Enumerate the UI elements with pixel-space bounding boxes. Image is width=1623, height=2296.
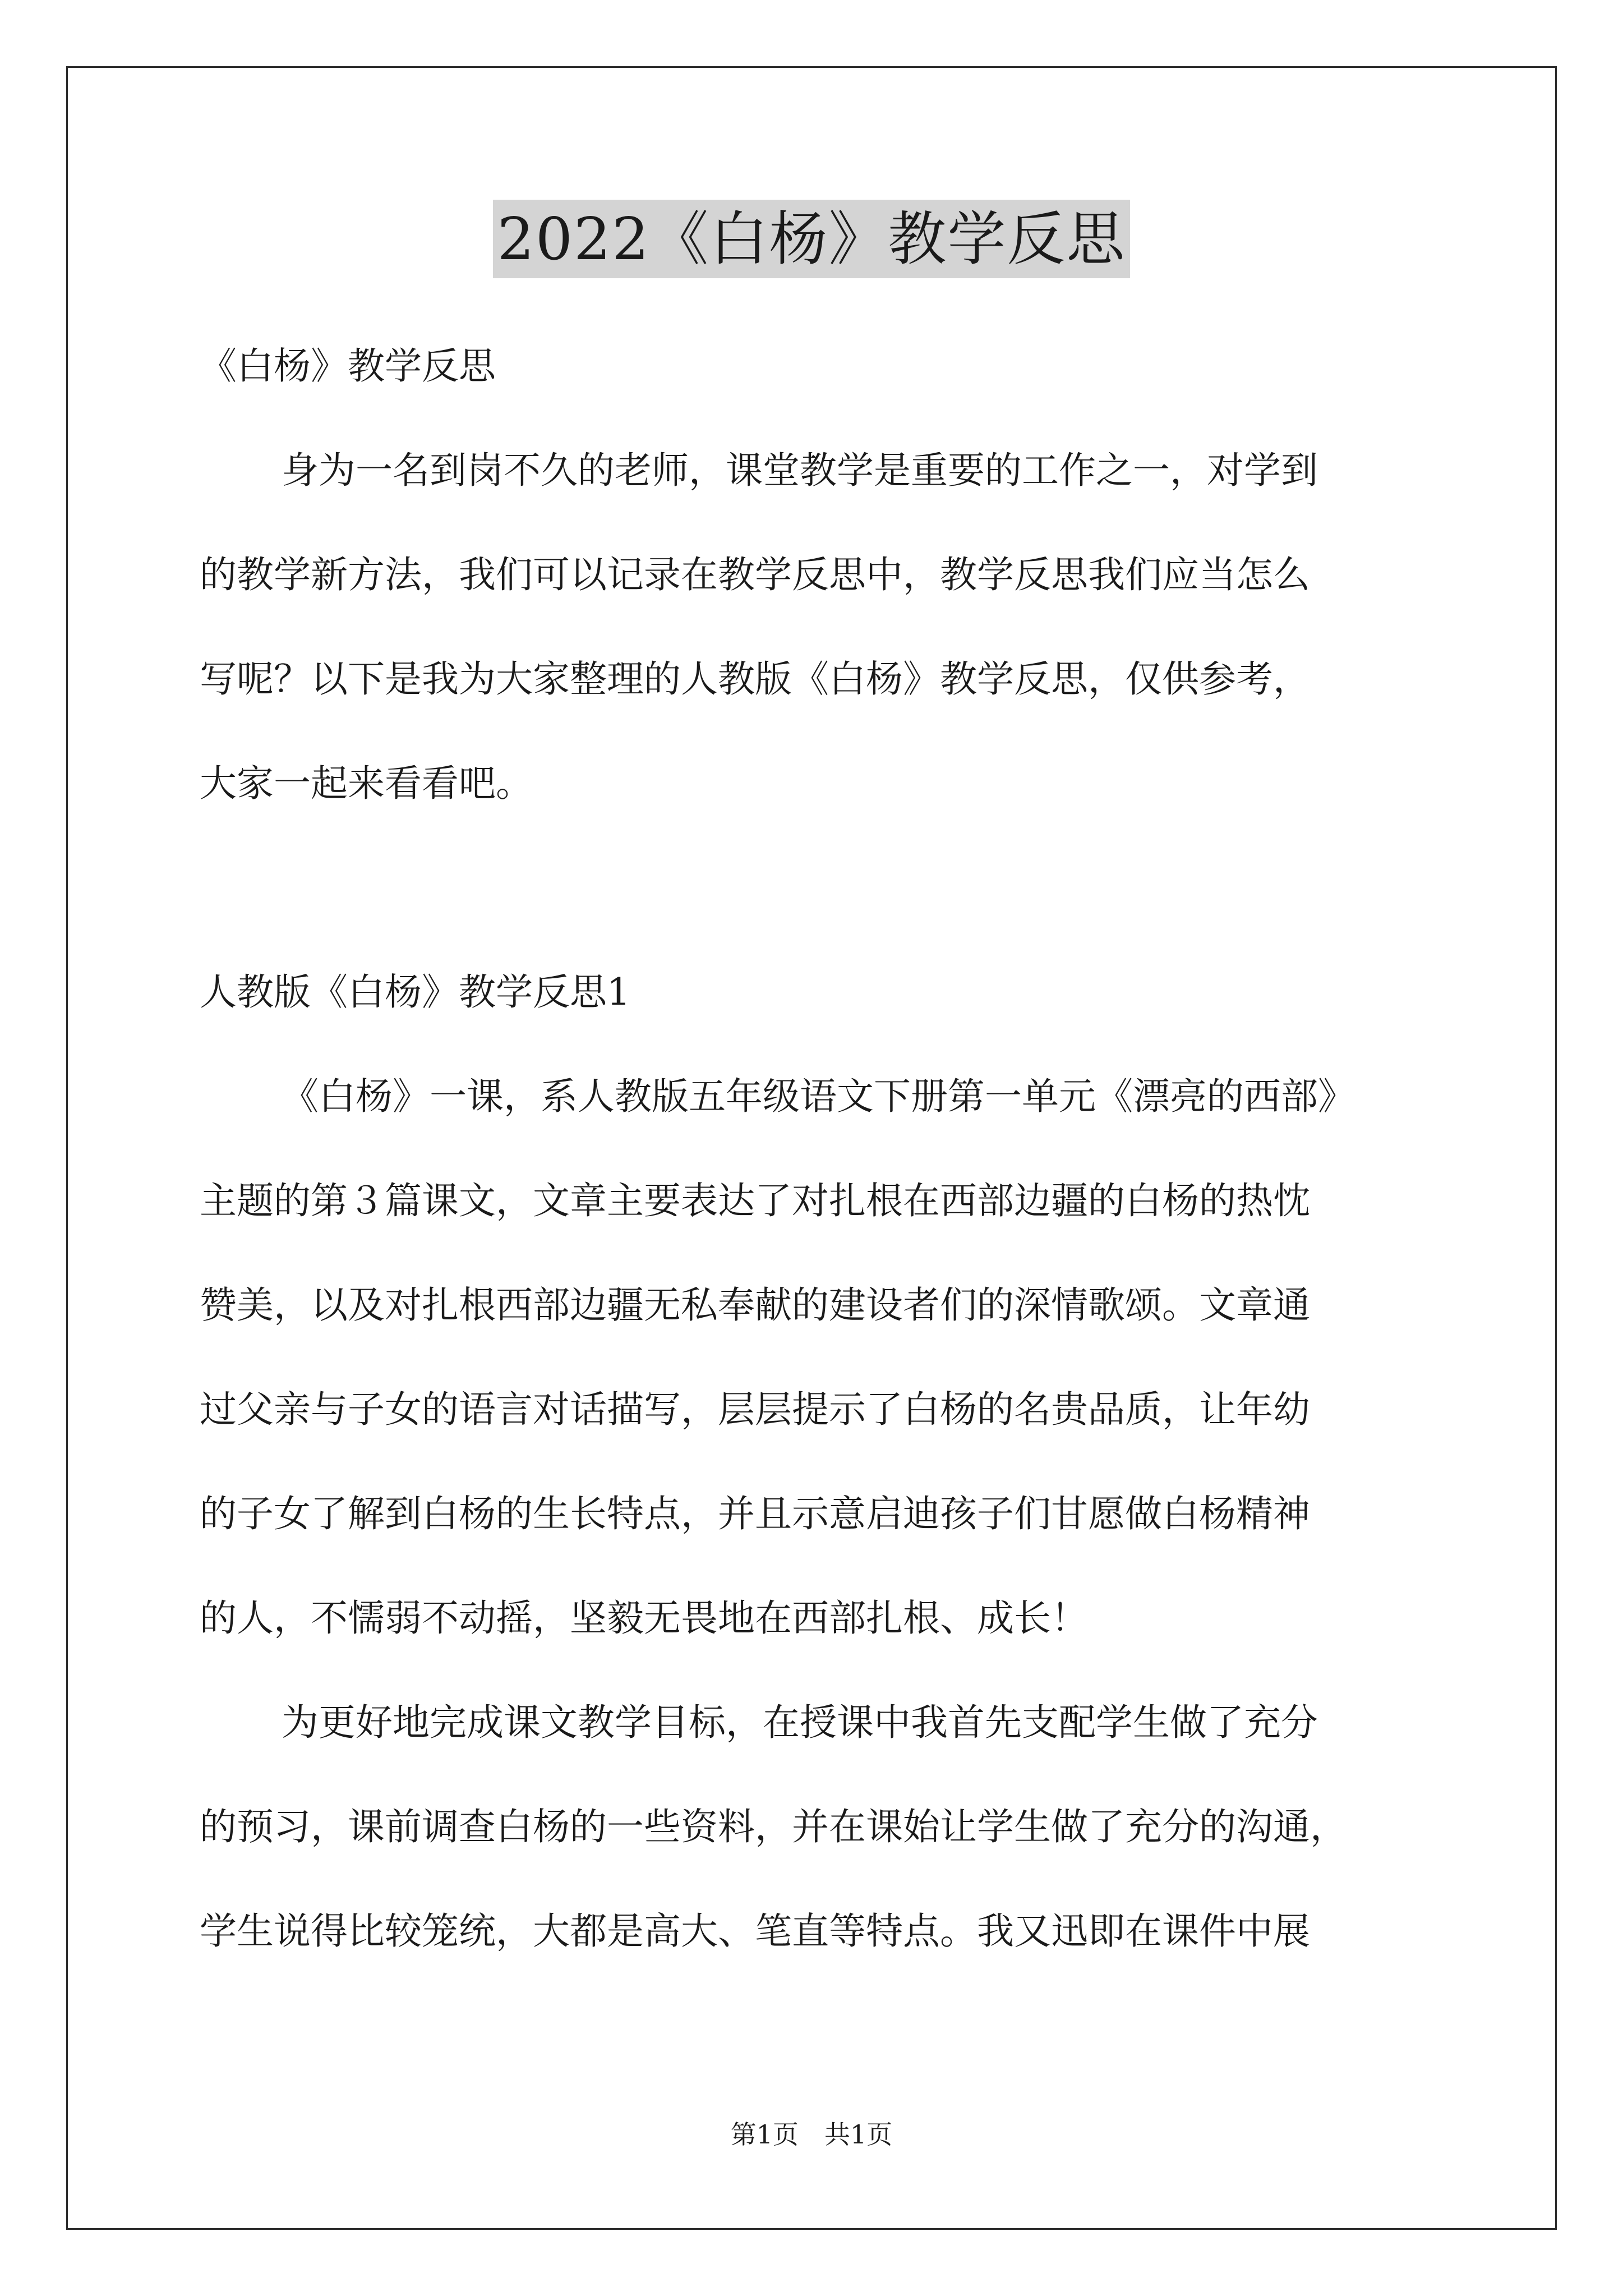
text-line: 主题的第３篇课文，文章主要表达了对扎根在西部边疆的白杨的热忱 <box>200 1179 1310 1222</box>
text-line: 写呢？以下是我为大家整理的人教版《白杨》教学反思，仅供参考， <box>200 657 1310 701</box>
document-subtitle: 《白杨》教学反思 <box>200 344 496 388</box>
title-wrap <box>0 200 1623 278</box>
text-line: 《白杨》一课，系人教版五年级语文下册第一单元《漂亮的西部》 <box>282 1075 1355 1118</box>
text-line: 大家一起来看看吧。 <box>200 762 533 805</box>
text-line: 的预习，课前调查白杨的一些资料，并在课始让学生做了充分的沟通， <box>200 1805 1347 1848</box>
text-line: 的人，不懦弱不动摇，坚毅无畏地在西部扎根、成长！ <box>200 1596 1088 1640</box>
page-footer: 第1页 共1页 <box>730 2119 893 2150</box>
text-line: 赞美，以及对扎根西部边疆无私奉献的建设者们的深情歌颂。文章通 <box>200 1283 1310 1327</box>
paragraph-gap <box>200 836 1428 940</box>
text-line: 的子女了解到白杨的生长特点，并且示意启迪孩子们甘愿做白杨精神 <box>200 1492 1310 1535</box>
text-line: 身为一名到岗不久的老师，课堂教学是重要的工作之一，对学到 <box>282 449 1318 492</box>
document-title: 2022《白杨》教学反思 <box>493 200 1131 278</box>
intro-paragraph <box>200 418 1428 836</box>
document-body <box>200 314 1428 1984</box>
text-line: 过父亲与子女的语言对话描写，层层提示了白杨的名贵品质，让年幼 <box>200 1388 1310 1431</box>
section-heading: 人教版《白杨》教学反思1 <box>200 970 630 1014</box>
text-line: 的教学新方法，我们可以记录在教学反思中，教学反思我们应当怎么 <box>200 553 1310 596</box>
text-line: 为更好地完成课文教学目标，在授课中我首先支配学生做了充分 <box>282 1701 1318 1744</box>
paragraph-1 <box>200 1045 1428 1671</box>
text-line: 学生说得比较笼统，大都是高大、笔直等特点。我又迅即在课件中展 <box>200 1910 1310 1953</box>
paragraph-2 <box>200 1671 1428 1984</box>
